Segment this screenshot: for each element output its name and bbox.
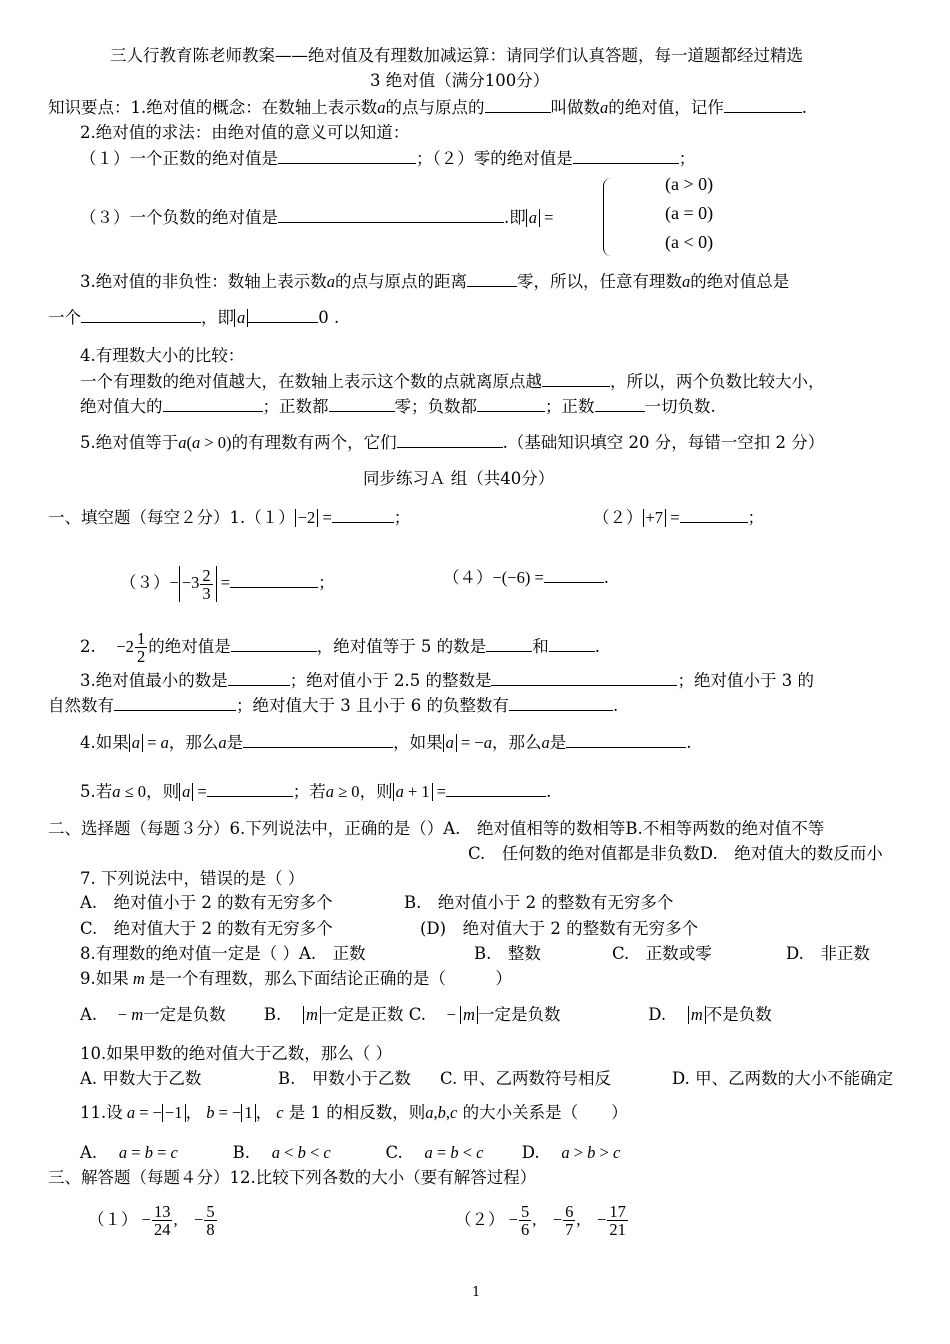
choice-q7-b[interactable]: B. 绝对值小于 2 的整数有无穷多个 [404,893,674,912]
blank[interactable] [231,635,317,652]
blank[interactable] [680,506,748,523]
choice-q11: 11.设 a = − −1 ， b = − 1 ， c 是 1 的相反数，则a,b,c 的大小关系是（ ） [80,1103,628,1122]
fill-q3: 3.绝对值最小的数是 ；绝对值小于 2.5 的整数是 ；绝对值小于 3 的 [80,671,814,690]
choice-q7-d[interactable]: (D) 绝对值大于 2 的整数有无穷多个 [420,919,699,938]
blank[interactable] [544,566,604,583]
knowledge-2-1: （１）一个正数的绝对值是 ；（２）零的绝对值是 ； [80,149,696,168]
blank[interactable] [207,780,293,797]
blank[interactable] [248,306,318,323]
blank[interactable] [485,96,551,113]
fill-q1-1: 一、填空题（每空２分）1.（１） −2 = ； [48,508,411,527]
blank[interactable] [81,306,201,323]
blank[interactable] [549,635,595,652]
page-number: 1 [472,1285,481,1300]
blank[interactable] [542,370,610,387]
choice-q8: 8.有理数的绝对值一定是（ ）A. 正数 [80,944,366,963]
blank[interactable] [573,147,679,164]
knowledge-4b: 绝对值大的 ；正数都 零；负数都 ；正数 一切负数. [80,397,716,416]
choice-q10: 10.如果甲数的绝对值大于乙数，那么（ ） [80,1044,392,1063]
fill-q1-3: （３）− −3 $\frac{2}{3}$ = ； [120,565,335,603]
knowledge-3: 3.绝对值的非负性：数轴上表示数a的点与原点的距离 零，所以，任意有理数a的绝对值总是 [80,272,790,291]
knowledge-5: 5.绝对值等于a(a > 0)的有理数有两个，它们 .（基础知识填空 20 分，每错一空扣 2 分） [80,433,825,452]
blank[interactable] [230,571,318,588]
case-zero: (a = 0) [665,203,714,223]
case-negative: (a < 0) [665,232,714,252]
knowledge-1: 知识要点：1.绝对值的概念：在数轴上表示数a的点与原点的 叫做数a的绝对值，记作 . [48,98,807,117]
cases-brace [603,178,614,256]
fill-q1-2: （２） +7 = ； [593,508,764,527]
page-header: 三人行教育陈老师教案——绝对值及有理数加减运算：请同学们认真答题，每一道题都经过精选 [110,46,803,65]
knowledge-3b: 一个 ，即 a 0 . [48,308,340,327]
blank[interactable] [397,431,503,448]
answer-p2: （２） − $\frac{5}{6}$ , − $\frac{6}{7}$ , − $\frac{17}{21}$ [455,1202,626,1239]
knowledge-2-3: （３）一个负数的绝对值是 .即 a = [80,208,554,227]
blank[interactable] [163,395,263,412]
choice-q7-a[interactable]: A. 绝对值小于 2 的数有无穷多个 [80,893,333,912]
choice-q10-b[interactable]: B. 甲数小于乙数 [278,1069,411,1088]
choice-q10-a[interactable]: A. 甲数大于乙数 [80,1069,202,1088]
fill-q2: 2. −2 $\frac{1}{2}$ 的绝对值是 ，绝对值等于 5 的数是 和 . [80,629,600,666]
blank[interactable] [566,731,686,748]
choice-q9-options: A. − m一定是负数 B. m 一定是正数 C. − m 一定是负数 D. m 不是负数 [80,1005,772,1024]
knowledge-4a: 一个有理数的绝对值越大，在数轴上表示这个数的点就离原点越 ，所以，两个负数比较大小， [80,372,825,391]
blank[interactable] [278,147,416,164]
fill-q3b: 自然数有 ；绝对值大于 3 且小于 6 的负整数有 . [48,696,619,715]
blank[interactable] [243,731,393,748]
choice-q10-d[interactable]: D. 甲、乙两数的大小不能确定 [672,1069,894,1088]
page-title: 3 绝对值（满分100分） [370,71,550,90]
answer-p1: （１） − $\frac{13}{24}$ , − $\frac{5}{8}$ [88,1202,215,1239]
choice-q11-options: A. a = b = c B. a < b < c C. a = b < c D. a > b > c [80,1143,621,1162]
choice-q8-d[interactable]: D. 非正数 [786,944,870,963]
blank[interactable] [486,635,532,652]
blank[interactable] [446,780,546,797]
blank[interactable] [228,669,290,686]
fill-q1-4: （４）−(−6) = . [443,568,610,587]
fill-q5: 5.若a ≤ 0，则 a = ；若a ≥ 0，则 a + 1 = . [80,782,552,801]
blank[interactable] [467,270,517,287]
choice-q6b: C. 任何数的绝对值都是非负数D. 绝对值大的数反而小 [468,844,883,863]
choice-q8-c[interactable]: C. 正数或零 [612,944,712,963]
choice-q8-b[interactable]: B. 整数 [474,944,541,963]
choice-q6: 二、选择题（每题３分）6.下列说法中，正确的是（）A. 绝对值相等的数相等B.不相等两数的绝对值不等 [48,819,825,838]
choice-q7: 7. 下列说法中，错误的是（ ） [80,869,305,888]
choice-q9: 9.如果 m 是一个有理数，那么下面结论正确的是（ ） [80,969,512,988]
section-a-title: 同步练习Ａ 组（共40分） [363,469,555,488]
blank[interactable] [332,506,394,523]
knowledge-2: 2.绝对值的求法：由绝对值的意义可以知道： [80,123,410,142]
blank[interactable] [724,96,802,113]
knowledge-4: 4.有理数大小的比较： [80,346,245,365]
case-positive: (a > 0) [665,174,714,194]
fill-q4: 4.如果 a = a，那么a是 ，如果 a = −a，那么a是 . [80,733,692,752]
blank[interactable] [114,694,236,711]
answer-head: 三、解答题（每题４分）12.比较下列各数的大小（要有解答过程） [48,1168,537,1187]
blank[interactable] [595,395,645,412]
blank[interactable] [509,694,613,711]
blank[interactable] [329,395,395,412]
choice-q7-c[interactable]: C. 绝对值大于 2 的数有无穷多个 [80,919,333,938]
blank[interactable] [477,395,545,412]
choice-q10-c[interactable]: C. 甲、乙两数符号相反 [440,1069,612,1088]
blank[interactable] [278,206,504,223]
blank[interactable] [491,669,677,686]
